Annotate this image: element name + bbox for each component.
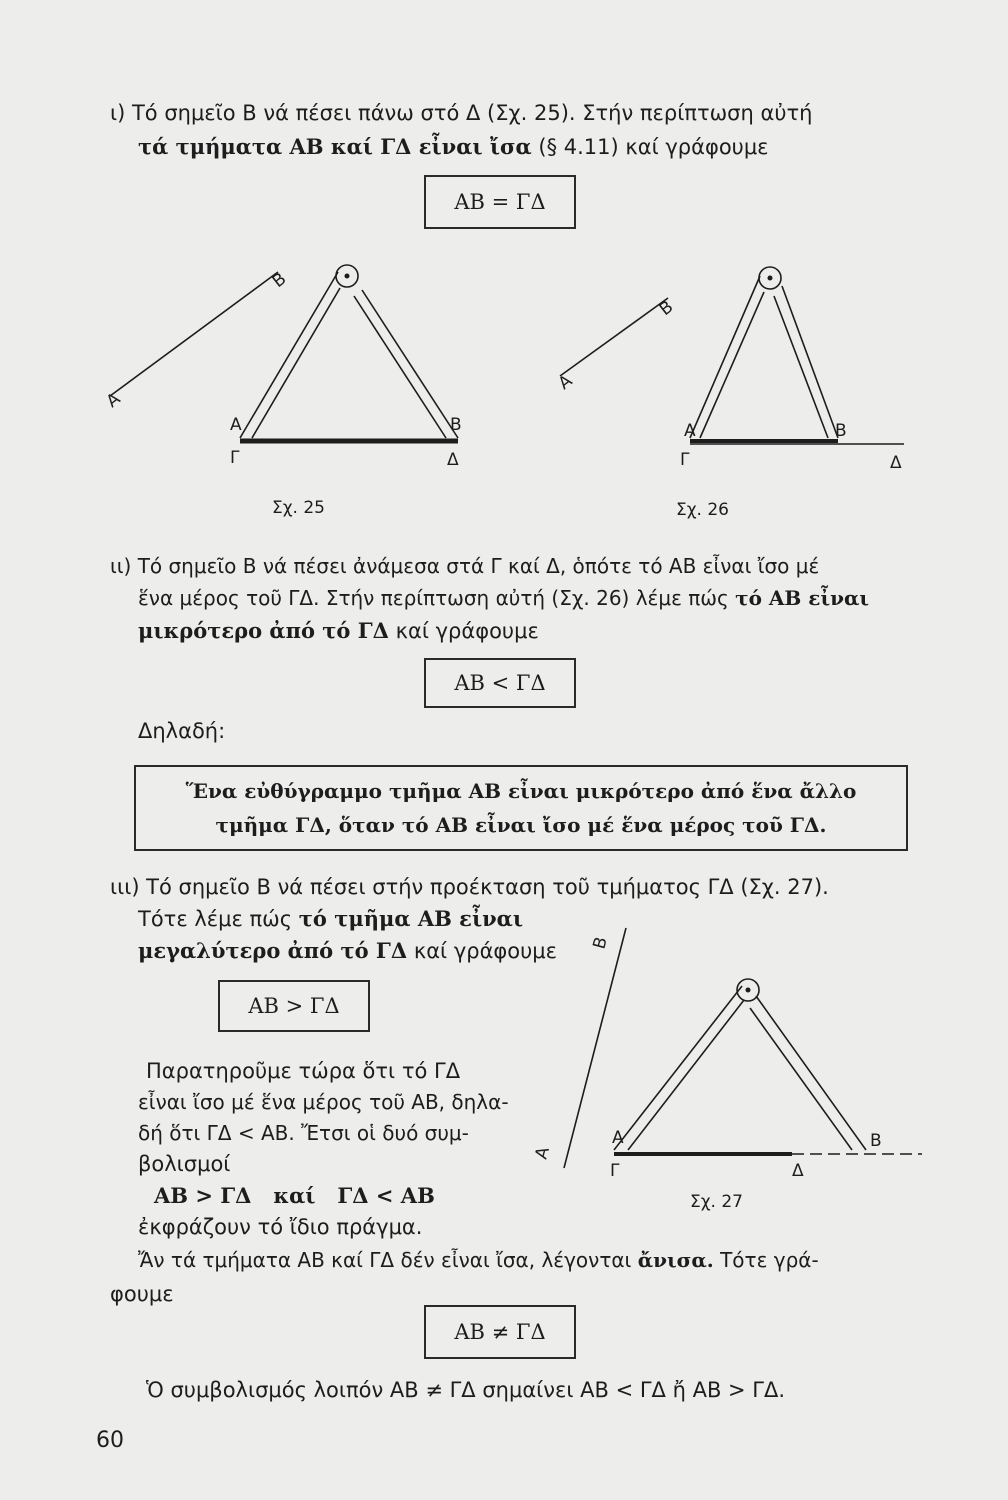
case2-line2	[138, 585, 869, 611]
case3-greater-phrase-a: τό τμῆμα ΑΒ εἶναι	[298, 906, 523, 931]
fig26-compass-leg-left-inner	[700, 292, 764, 438]
unequal-line1-pre: Ἄν τά τμήματα ΑΒ καί ΓΔ δέν εἶναι ἴσα, λέγονται	[138, 1248, 632, 1272]
fig25-label-d: Δ	[447, 450, 459, 470]
definition-line2: τμῆμα ΓΔ, ὅταν τό ΑΒ εἶναι ἴσο μέ ἕνα μέρος τοῦ ΓΔ.	[215, 813, 827, 837]
unequal-line1-post: Τότε γρά-	[720, 1248, 819, 1272]
fig26-compass-leg-left-outer	[690, 276, 760, 438]
unequal-line1	[138, 1247, 819, 1273]
fig25-label-b: Β	[450, 415, 462, 435]
fig27-label-b-line: Β	[589, 934, 612, 952]
fig27-label-a: Α	[612, 1128, 624, 1148]
fig26-label-b-line: Β	[655, 296, 678, 320]
case3-line2	[138, 906, 523, 932]
fig26-compass-leg-right-inner	[774, 296, 828, 438]
observation-line4: βολισμοί	[138, 1152, 231, 1176]
fig27-label-g: Γ	[610, 1161, 620, 1181]
case2-line2-rest: ἕνα μέρος τοῦ ΓΔ. Στήν περίπτωση αὐτή (Σχ. 26) λέμε πώς	[138, 586, 729, 610]
definition-box	[134, 765, 908, 851]
fig27-compass-leg-right-outer	[756, 996, 866, 1150]
fig26-label-b: Β	[835, 421, 847, 441]
fig26-label-a-line: Α	[554, 371, 577, 394]
observation-line2: εἶναι ἴσο μέ ἕνα μέρος τοῦ ΑΒ, δηλα-	[138, 1090, 509, 1114]
unequal-term: ἄνισα.	[637, 1248, 714, 1272]
fig26-caption: Σχ. 26	[676, 500, 730, 520]
case3-line2-rest: Τότε λέμε πώς	[138, 907, 293, 931]
fig25-label-a-line: Α	[102, 389, 125, 412]
page-number: 60	[96, 1428, 124, 1453]
observation-line3: δή ὅτι ΓΔ < ΑΒ. Ἔτσι οἱ δυό συμ-	[138, 1121, 469, 1145]
case1-equal-phrase: τά τμήματα ΑΒ καί ΓΔ εἶναι ἴσα	[138, 134, 532, 159]
fig26-label-d: Δ	[890, 453, 902, 473]
case3-greater-phrase-b: μεγαλύτερο ἀπό τό ΓΔ	[138, 938, 408, 963]
case1-line2-rest: (§ 4.11) καί γράφουμε	[538, 135, 769, 159]
observation-line6: ἐκφράζουν τό ἴδιο πράγμα.	[138, 1215, 423, 1239]
fig27-label-a-line: Α	[531, 1144, 554, 1162]
figure-25	[100, 258, 600, 498]
fig25-caption: Σχ. 25	[272, 498, 326, 518]
case3-line3	[138, 938, 557, 964]
fig27-label-b: Β	[870, 1131, 882, 1151]
fig25-compass-leg-right-inner	[354, 296, 446, 438]
fig27-label-d: Δ	[792, 1161, 804, 1181]
fig27-caption: Σχ. 27	[690, 1192, 744, 1212]
fig27-compass-leg-right-inner	[750, 1008, 852, 1150]
fig25-label-a: Α	[230, 415, 242, 435]
formula-equal-box: ΑΒ = ΓΔ	[424, 175, 576, 229]
observation-symbols: ΑΒ > ΓΔ καί ΓΔ < ΑΒ	[154, 1183, 435, 1208]
case1-line1: ι) Τό σημεῖο Β νά πέσει πάνω στό Δ (Σχ. 25). Στήν περίπτωση αὐτή	[110, 101, 813, 125]
fig27-compass-leg-left-outer	[614, 986, 742, 1150]
observation-line1: Παρατηροῦμε τώρα ὅτι τό ΓΔ	[146, 1059, 461, 1083]
fig25-compass-leg-right-outer	[362, 290, 458, 438]
case2-smaller-phrase-b: μικρότερο ἀπό τό ΓΔ	[138, 618, 389, 643]
formula-not-equal-box: ΑΒ ≠ ΓΔ	[424, 1305, 576, 1359]
fig27-compass-leg-left-inner	[628, 1000, 744, 1150]
fig25-label-b-line: Β	[268, 268, 291, 292]
formula-greater-box: ΑΒ > ΓΔ	[218, 980, 370, 1032]
formula-less-box: ΑΒ < ΓΔ	[424, 658, 576, 708]
case2-line1: ιι) Τό σημεῖο Β νά πέσει ἀνάμεσα στά Γ καί Δ, ὁπότε τό ΑΒ εἶναι ἴσο μέ	[110, 554, 820, 578]
case2-smaller-phrase-a: τό ΑΒ εἶναι	[735, 586, 870, 610]
fig25-compass-leg-left-inner	[252, 288, 340, 438]
case2-line3	[138, 618, 539, 644]
case1-line2	[138, 134, 769, 160]
unequal-line2: φουμε	[110, 1282, 174, 1306]
figure-26	[550, 258, 910, 498]
case3-line3-rest: καί γράφουμε	[413, 939, 557, 963]
fig25-compass-leg-left-outer	[240, 272, 338, 438]
fig26-label-g: Γ	[680, 450, 690, 470]
fig26-compass-leg-right-outer	[782, 286, 838, 438]
case2-line3-rest: καί γράφουμε	[395, 619, 539, 643]
fig26-segment-ab	[560, 298, 668, 376]
definition-line1: Ἕνα εὐθύγραμμο τμῆμα ΑΒ εἶναι μικρότερο ἀπό ἕνα ἄλλο	[185, 779, 857, 803]
fig26-label-a: Α	[684, 421, 696, 441]
that-is-label: Δηλαδή:	[138, 719, 226, 743]
case3-line1: ιιι) Τό σημεῖο Β νά πέσει στήν προέκταση τοῦ τμήματος ΓΔ (Σχ. 27).	[110, 875, 829, 899]
fig25-segment-ab	[110, 272, 278, 396]
final-statement: Ὁ συμβολισμός λοιπόν ΑΒ ≠ ΓΔ σημαίνει ΑΒ < ΓΔ ἤ ΑΒ > ΓΔ.	[146, 1378, 786, 1402]
fig25-label-g: Γ	[230, 448, 240, 468]
figure-27	[530, 928, 930, 1188]
